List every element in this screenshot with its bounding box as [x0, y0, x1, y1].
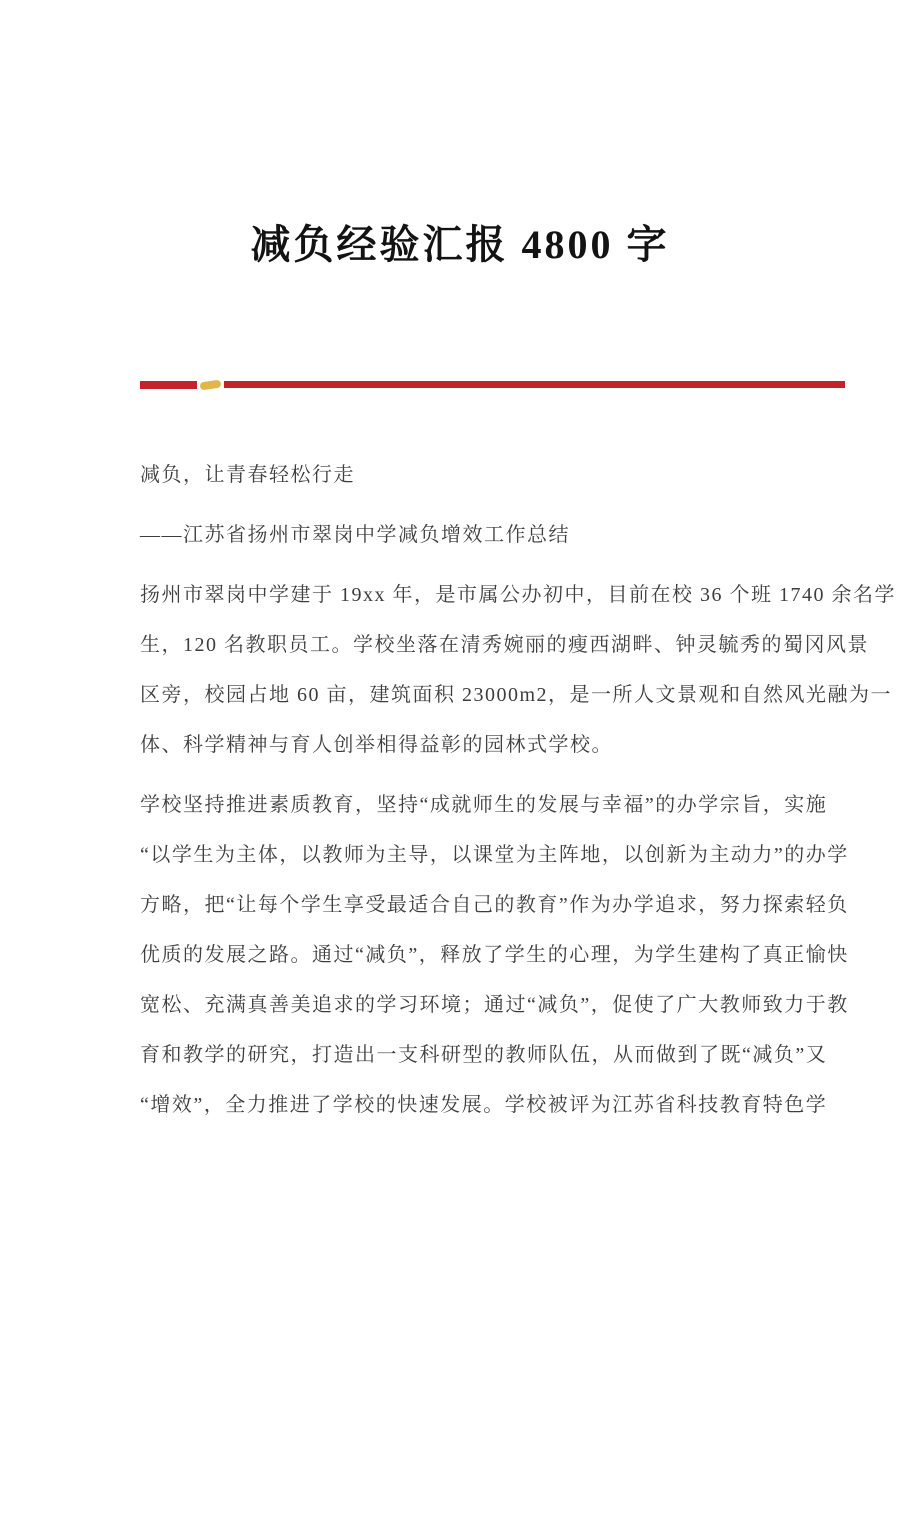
text-line: “以学生为主体，以教师为主导，以课堂为主阵地，以创新为主动力”的办学: [140, 844, 849, 866]
paragraph-school-intro: [140, 570, 896, 770]
title-divider: [140, 380, 845, 389]
text-line: “增效”，全力推进了学校的快速发展。学校被评为江苏省科技教育特色学: [140, 1094, 828, 1116]
text-line: 方略，把“让每个学生享受最适合自己的教育”作为办学追求，努力探索轻负: [140, 894, 849, 916]
text-line: 扬州市翠岗中学建于 19xx 年，是市属公办初中，目前在校 36 个班 1740 余名学: [140, 584, 896, 606]
divider-gold-accent: [200, 379, 222, 390]
text-line: 优质的发展之路。通过“减负”，释放了学生的心理，为学生建构了真正愉快: [140, 944, 849, 966]
document-page: [0, 220, 920, 1522]
document-body: [140, 450, 896, 1130]
paragraph-subtitle: [140, 450, 860, 500]
paragraph-attribution: [140, 510, 860, 560]
text-line: 减负，让青春轻松行走: [140, 464, 355, 486]
text-line: 生，120 名教职员工。学校坐落在清秀婉丽的瘦西湖畔、钟灵毓秀的蜀冈风景: [140, 634, 869, 656]
text-line: ——江苏省扬州市翠岗中学减负增效工作总结: [140, 524, 570, 546]
divider-right-bar: [224, 381, 845, 388]
text-line: 体、科学精神与育人创举相得益彰的园林式学校。: [140, 734, 613, 756]
paragraph-school-philosophy: [140, 780, 860, 1130]
text-line: 育和教学的研究，打造出一支科研型的教师队伍，从而做到了既“减负”又: [140, 1044, 828, 1066]
document-title: 减负经验汇报 4800 字: [250, 222, 670, 267]
text-line: 区旁，校园占地 60 亩，建筑面积 23000m2，是一所人文景观和自然风光融为一: [140, 684, 893, 706]
divider-left-bar: [140, 381, 197, 389]
text-line: 学校坚持推进素质教育，坚持“成就师生的发展与幸福”的办学宗旨，实施: [140, 794, 828, 816]
text-line: 宽松、充满真善美追求的学习环境；通过“减负”，促使了广大教师致力于教: [140, 994, 849, 1016]
